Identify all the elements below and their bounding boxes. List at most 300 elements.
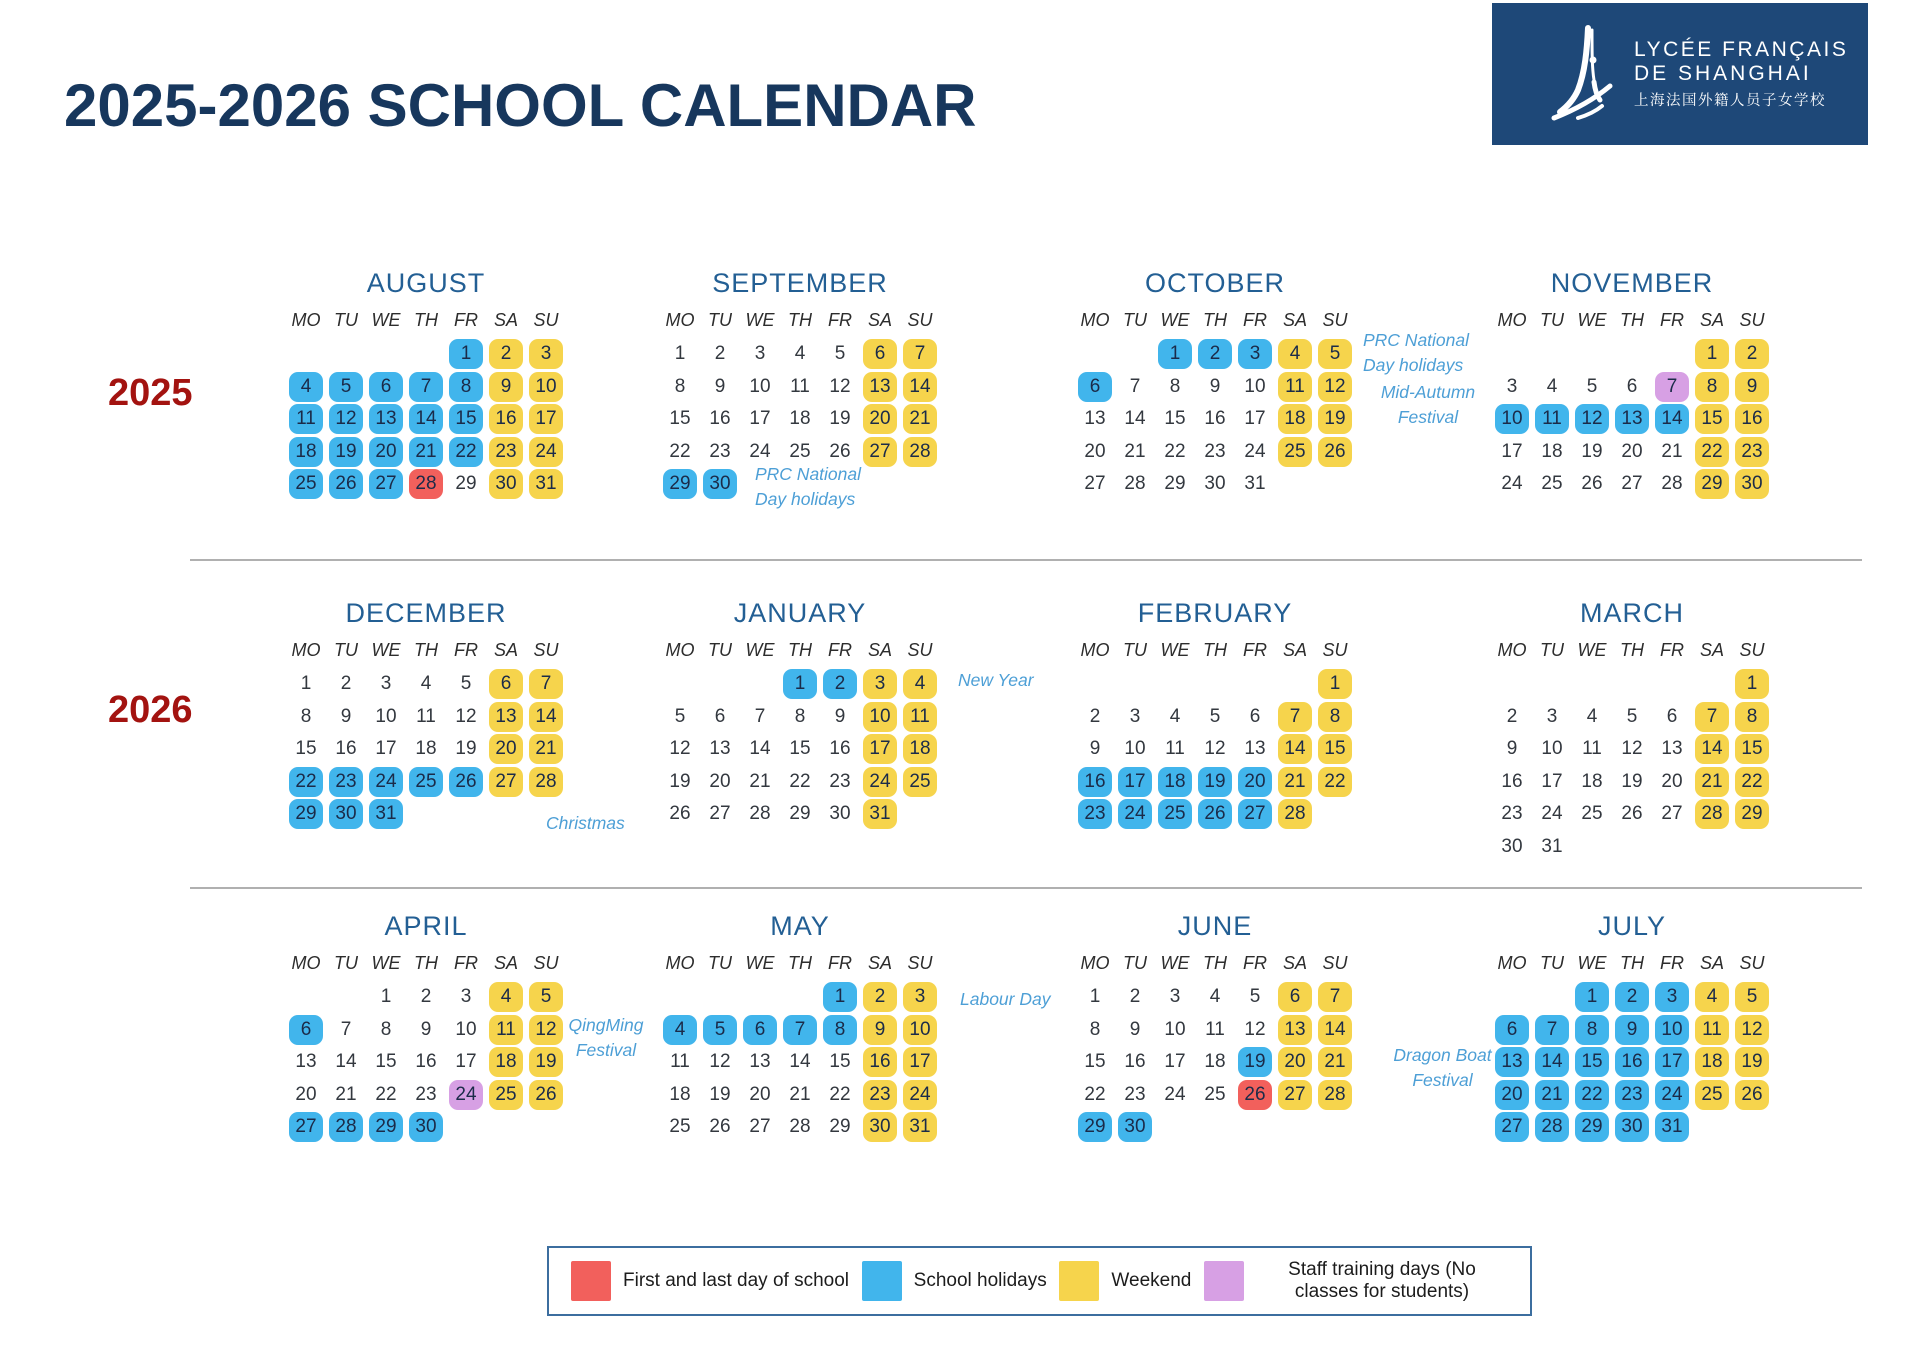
empty-cell	[1492, 981, 1532, 1014]
day-cell-plain: 25	[789, 440, 811, 462]
legend-label: School holidays	[913, 1270, 1047, 1291]
day-cell-yellow: 27	[1278, 1080, 1312, 1110]
weekday-header: MO	[291, 953, 321, 973]
day-cell-yellow: 24	[903, 1080, 937, 1110]
day-cell-blue: 4	[663, 1015, 697, 1045]
weekday-header: TU	[334, 640, 358, 660]
day-cell-blue: 15	[449, 404, 483, 434]
day-cell-red: 26	[1238, 1080, 1272, 1110]
day-cell-plain: 8	[300, 705, 312, 727]
empty-cell	[780, 981, 820, 1014]
day-cell-blue: 30	[703, 469, 737, 499]
day-cell-plain: 18	[1581, 770, 1603, 792]
day-cell-plain: 9	[834, 705, 846, 727]
day-cell-blue: 12	[329, 404, 363, 434]
day-cell-plain: 17	[375, 738, 397, 760]
day-cell-plain: 29	[1164, 473, 1186, 495]
weekday-header: MO	[665, 310, 695, 330]
empty-cell	[740, 668, 780, 701]
day-cell-yellow: 1	[1735, 669, 1769, 699]
weekday-header: SA	[493, 953, 518, 973]
legend-item-first-last-day	[571, 1261, 849, 1301]
weekday-header: SU	[907, 640, 933, 660]
day-cell-yellow: 31	[903, 1112, 937, 1142]
day-cell-plain: 19	[669, 770, 691, 792]
day-cell-blue: 22	[449, 437, 483, 467]
day-cell-blue: 10	[1655, 1015, 1689, 1045]
empty-cell	[1612, 668, 1652, 701]
day-cell-plain: 18	[1204, 1051, 1226, 1073]
day-cell-plain: 12	[829, 375, 851, 397]
day-cell-plain: 10	[1124, 738, 1146, 760]
day-cell-yellow: 5	[1318, 339, 1352, 369]
day-cell-blue: 28	[1535, 1112, 1569, 1142]
day-cell-blue: 30	[409, 1112, 443, 1142]
page-title: 2025-2026 SCHOOL CALENDAR	[64, 72, 977, 139]
day-cell-plain: 9	[420, 1018, 432, 1040]
day-cell-plain: 2	[1089, 705, 1101, 727]
weekday-header: SA	[1282, 310, 1307, 330]
day-cell-blue: 16	[1615, 1047, 1649, 1077]
day-cell-plain: 29	[829, 1116, 851, 1138]
weekday-header: FR	[1243, 953, 1267, 973]
day-cell-plain: 14	[335, 1051, 357, 1073]
day-cell-blue: 13	[1615, 404, 1649, 434]
day-cell-yellow: 14	[1318, 1015, 1352, 1045]
day-cell-plain: 6	[714, 705, 726, 727]
day-cell-plain: 18	[415, 738, 437, 760]
legend-swatch-purple	[1204, 1261, 1244, 1301]
weekday-header: MO	[1080, 640, 1110, 660]
day-cell-plain: 20	[1084, 440, 1106, 462]
day-cell-plain: 11	[416, 705, 436, 727]
day-cell-blue: 23	[329, 767, 363, 797]
day-cell-plain: 15	[1164, 408, 1186, 430]
day-cell-yellow: 18	[1695, 1047, 1729, 1077]
day-cell-yellow: 27	[863, 437, 897, 467]
day-cell-plain: 25	[1581, 803, 1603, 825]
weekday-header: WE	[745, 310, 775, 330]
day-cell-yellow: 16	[1735, 404, 1769, 434]
day-cell-plain: 22	[1164, 440, 1186, 462]
annotation: Labour Day	[960, 989, 1051, 1009]
day-cell-plain: 14	[789, 1051, 811, 1073]
day-cell-yellow: 10	[903, 1015, 937, 1045]
weekday-header: MO	[1497, 310, 1527, 330]
day-cell-plain: 6	[1249, 705, 1261, 727]
day-cell-plain: 20	[749, 1083, 771, 1105]
day-cell-yellow: 18	[489, 1047, 523, 1077]
empty-cell	[700, 981, 740, 1014]
day-cell-yellow: 15	[1318, 734, 1352, 764]
day-cell-yellow: 15	[1735, 734, 1769, 764]
day-cell-blue: 24	[1655, 1080, 1689, 1110]
day-cell-yellow: 22	[1695, 437, 1729, 467]
day-cell-plain: 23	[1124, 1083, 1146, 1105]
day-cell-yellow: 27	[489, 767, 523, 797]
day-cell-yellow: 23	[1735, 437, 1769, 467]
day-cell-blue: 6	[369, 372, 403, 402]
day-cell-blue: 21	[1535, 1080, 1569, 1110]
empty-cell	[366, 338, 406, 371]
day-cell-yellow: 11	[1695, 1015, 1729, 1045]
day-cell-plain: 2	[1506, 705, 1518, 727]
day-cell-yellow: 17	[863, 734, 897, 764]
day-cell-plain: 31	[1244, 473, 1266, 495]
day-cell-plain: 3	[1546, 705, 1558, 727]
day-cell-yellow: 3	[863, 669, 897, 699]
day-cell-yellow: 18	[903, 734, 937, 764]
weekday-header: TU	[708, 640, 732, 660]
day-cell-yellow: 2	[1735, 339, 1769, 369]
day-cell-plain: 25	[1204, 1083, 1226, 1105]
day-cell-plain: 12	[669, 738, 691, 760]
day-cell-plain: 26	[669, 803, 691, 825]
day-cell-yellow: 31	[529, 469, 563, 499]
day-cell-plain: 3	[1169, 986, 1181, 1008]
day-cell-blue: 8	[1575, 1015, 1609, 1045]
empty-cell	[1572, 338, 1612, 371]
day-cell-yellow: 7	[1318, 982, 1352, 1012]
legend-swatch-blue	[862, 1261, 902, 1301]
day-cell-plain: 22	[1084, 1083, 1106, 1105]
legend-label: Staff training days (No classes for students)	[1288, 1259, 1476, 1302]
month-title: MAY	[770, 911, 830, 941]
day-cell-plain: 21	[1661, 440, 1683, 462]
day-cell-plain: 19	[1621, 770, 1643, 792]
day-cell-plain: 3	[380, 673, 392, 695]
day-cell-plain: 28	[789, 1116, 811, 1138]
day-cell-plain: 2	[714, 343, 726, 365]
day-cell-plain: 12	[1621, 738, 1643, 760]
day-cell-blue: 8	[823, 1015, 857, 1045]
day-cell-plain: 4	[794, 343, 806, 365]
day-cell-yellow: 19	[1735, 1047, 1769, 1077]
day-cell-plain: 27	[1621, 473, 1643, 495]
empty-cell	[326, 981, 366, 1014]
weekday-header: SU	[907, 310, 933, 330]
weekday-header: MO	[1497, 953, 1527, 973]
day-cell-plain: 1	[674, 343, 686, 365]
month-september	[660, 266, 940, 509]
weekday-header: WE	[371, 953, 401, 973]
weekday-header-row	[1075, 310, 1355, 331]
day-cell-yellow: 4	[489, 982, 523, 1012]
day-cell-plain: 29	[789, 803, 811, 825]
day-cell-blue: 14	[1655, 404, 1689, 434]
empty-cell	[1155, 668, 1195, 701]
day-cell-plain: 10	[1244, 375, 1266, 397]
weekday-header: SU	[1739, 640, 1765, 660]
month-title: JULY	[1597, 911, 1667, 941]
day-cell-blue: 29	[1078, 1112, 1112, 1142]
day-cell-blue: 8	[449, 372, 483, 402]
empty-cell	[660, 981, 700, 1014]
weekday-header: SA	[867, 953, 892, 973]
day-cell-plain: 25	[1541, 473, 1563, 495]
day-cell-plain: 20	[709, 770, 731, 792]
day-cell-plain: 21	[789, 1083, 811, 1105]
day-cell-blue: 29	[289, 799, 323, 829]
weekday-header-row	[660, 953, 940, 974]
day-cell-plain: 6	[1626, 375, 1638, 397]
day-cell-blue: 26	[1198, 799, 1232, 829]
weekday-header: FR	[454, 310, 478, 330]
day-cell-blue: 28	[329, 1112, 363, 1142]
day-cell-yellow: 11	[903, 702, 937, 732]
day-cell-blue: 20	[1238, 767, 1272, 797]
day-cell-plain: 20	[1621, 440, 1643, 462]
weekday-header: SU	[907, 953, 933, 973]
empty-cell	[1652, 338, 1692, 371]
day-cell-blue: 30	[1615, 1112, 1649, 1142]
weekday-header: MO	[665, 640, 695, 660]
day-grid	[1075, 338, 1355, 501]
day-cell-yellow: 13	[863, 372, 897, 402]
legend-swatch-yellow	[1059, 1261, 1099, 1301]
day-cell-purple: 24	[449, 1080, 483, 1110]
day-cell-plain: 3	[754, 343, 766, 365]
day-cell-plain: 23	[415, 1083, 437, 1105]
legend-item-school-holidays	[862, 1261, 1047, 1301]
day-cell-blue: 1	[823, 982, 857, 1012]
month-title: JANUARY	[733, 598, 867, 628]
day-cell-yellow: 20	[863, 404, 897, 434]
day-cell-plain: 7	[754, 705, 766, 727]
day-cell-blue: 1	[1158, 339, 1192, 369]
weekday-header: SU	[1739, 310, 1765, 330]
empty-cell	[286, 981, 326, 1014]
weekday-header-row	[1075, 953, 1355, 974]
day-cell-yellow: 7	[1695, 702, 1729, 732]
day-cell-yellow: 3	[903, 982, 937, 1012]
day-cell-plain: 11	[670, 1051, 690, 1073]
weekday-header: WE	[1577, 640, 1607, 660]
day-cell-plain: 4	[1586, 705, 1598, 727]
weekday-header: SA	[1699, 953, 1724, 973]
weekday-header: MO	[1080, 310, 1110, 330]
weekday-header: WE	[371, 310, 401, 330]
day-cell-blue: 7	[409, 372, 443, 402]
day-cell-plain: 23	[1501, 803, 1523, 825]
day-cell-plain: 30	[1204, 473, 1226, 495]
month-april	[286, 909, 644, 1144]
weekday-header: TH	[788, 310, 812, 330]
day-cell-plain: 6	[1666, 705, 1678, 727]
day-cell-plain: 29	[455, 473, 477, 495]
day-cell-blue: 5	[329, 372, 363, 402]
day-cell-yellow: 7	[529, 669, 563, 699]
weekday-header: MO	[1080, 953, 1110, 973]
day-cell-yellow: 4	[1695, 982, 1729, 1012]
day-cell-plain: 15	[1084, 1051, 1106, 1073]
day-cell-yellow: 21	[903, 404, 937, 434]
day-cell-blue: 1	[1575, 982, 1609, 1012]
day-cell-plain: 5	[834, 343, 846, 365]
day-cell-plain: 4	[1546, 375, 1558, 397]
day-cell-blue: 22	[289, 767, 323, 797]
day-cell-plain: 12	[1204, 738, 1226, 760]
day-cell-plain: 8	[674, 375, 686, 397]
weekday-header: TH	[1203, 310, 1227, 330]
weekday-header: SA	[493, 310, 518, 330]
day-cell-plain: 15	[375, 1051, 397, 1073]
day-cell-plain: 13	[749, 1051, 771, 1073]
day-cell-purple: 7	[1655, 372, 1689, 402]
day-cell-yellow: 18	[1278, 404, 1312, 434]
day-cell-plain: 12	[455, 705, 477, 727]
weekday-header: FR	[1660, 640, 1684, 660]
day-cell-blue: 2	[823, 669, 857, 699]
day-cell-plain: 10	[455, 1018, 477, 1040]
day-cell-plain: 12	[1244, 1018, 1266, 1040]
weekday-header: SU	[1322, 310, 1348, 330]
day-cell-yellow: 5	[1735, 982, 1769, 1012]
day-cell-blue: 17	[1655, 1047, 1689, 1077]
day-cell-plain: 14	[1124, 408, 1146, 430]
day-cell-yellow: 25	[1695, 1080, 1729, 1110]
weekday-header: TU	[708, 953, 732, 973]
day-cell-plain: 11	[1582, 738, 1602, 760]
day-cell-plain: 3	[460, 986, 472, 1008]
day-cell-plain: 3	[1506, 375, 1518, 397]
weekday-header: WE	[371, 640, 401, 660]
weekday-header: TH	[788, 640, 812, 660]
day-cell-plain: 1	[1089, 986, 1101, 1008]
day-cell-plain: 11	[1165, 738, 1185, 760]
day-cell-blue: 11	[289, 404, 323, 434]
day-cell-plain: 16	[335, 738, 357, 760]
day-cell-plain: 30	[829, 803, 851, 825]
weekday-header: TU	[1540, 953, 1564, 973]
day-cell-blue: 30	[1118, 1112, 1152, 1142]
day-cell-plain: 17	[1501, 440, 1523, 462]
day-cell-yellow: 30	[489, 469, 523, 499]
weekday-header-row	[1492, 640, 1772, 661]
day-cell-blue: 13	[1495, 1047, 1529, 1077]
day-cell-plain: 24	[749, 440, 771, 462]
day-cell-blue: 31	[1655, 1112, 1689, 1142]
weekday-header: TH	[1203, 953, 1227, 973]
day-cell-blue: 6	[289, 1015, 323, 1045]
day-cell-plain: 2	[340, 673, 352, 695]
row-divider-2	[190, 887, 1862, 889]
month-title: NOVEMBER	[1550, 268, 1714, 298]
day-cell-yellow: 19	[1318, 404, 1352, 434]
day-cell-plain: 24	[1541, 803, 1563, 825]
day-cell-yellow: 29	[1695, 469, 1729, 499]
day-cell-plain: 13	[1661, 738, 1683, 760]
day-cell-yellow: 24	[529, 437, 563, 467]
weekday-header: TU	[1123, 640, 1147, 660]
day-cell-yellow: 12	[1735, 1015, 1769, 1045]
day-cell-blue: 6	[1495, 1015, 1529, 1045]
weekday-header: SU	[1739, 953, 1765, 973]
legend-item-staff-training	[1204, 1259, 1508, 1303]
weekday-header: TH	[1620, 310, 1644, 330]
day-cell-plain: 8	[794, 705, 806, 727]
logo-name-line2: DE SHANGHAI	[1634, 62, 1812, 85]
day-cell-blue: 14	[1535, 1047, 1569, 1077]
weekday-header: SA	[1699, 640, 1724, 660]
day-cell-yellow: 8	[1318, 702, 1352, 732]
weekday-header: TH	[1203, 640, 1227, 660]
empty-cell	[1612, 338, 1652, 371]
year-label-2026: 2026	[108, 689, 193, 731]
day-cell-yellow: 26	[1735, 1080, 1769, 1110]
day-cell-plain: 22	[375, 1083, 397, 1105]
day-cell-plain: 21	[749, 770, 771, 792]
logo-text	[1634, 38, 1848, 110]
day-cell-yellow: 28	[1278, 799, 1312, 829]
day-cell-plain: 1	[300, 673, 312, 695]
annotation: QingMing Festival	[568, 1015, 644, 1060]
day-cell-plain: 5	[1626, 705, 1638, 727]
day-cell-plain: 13	[1084, 408, 1106, 430]
day-cell-plain: 4	[1209, 986, 1221, 1008]
weekday-header: FR	[454, 640, 478, 660]
weekday-header: TU	[1123, 310, 1147, 330]
weekday-header: FR	[828, 310, 852, 330]
day-cell-yellow: 11	[489, 1015, 523, 1045]
day-cell-plain: 28	[749, 803, 771, 825]
annotation: Christmas	[546, 813, 625, 833]
day-cell-blue: 19	[329, 437, 363, 467]
weekday-header: TU	[708, 310, 732, 330]
day-cell-plain: 16	[829, 738, 851, 760]
weekday-header: FR	[1243, 640, 1267, 660]
empty-cell	[1115, 668, 1155, 701]
day-cell-plain: 11	[790, 375, 810, 397]
logo-name-line1: LYCÉE FRANÇAIS	[1634, 38, 1849, 61]
weekday-header-row	[286, 640, 566, 661]
day-cell-yellow: 9	[1735, 372, 1769, 402]
day-cell-blue: 30	[329, 799, 363, 829]
weekday-header: WE	[1160, 310, 1190, 330]
empty-cell	[1532, 981, 1572, 1014]
day-cell-blue: 16	[1078, 767, 1112, 797]
day-cell-yellow: 31	[863, 799, 897, 829]
day-cell-yellow: 4	[903, 669, 937, 699]
day-cell-plain: 27	[1661, 803, 1683, 825]
day-cell-yellow: 21	[529, 734, 563, 764]
day-grid	[286, 338, 566, 501]
weekday-header: SA	[1282, 640, 1307, 660]
day-cell-plain: 18	[1541, 440, 1563, 462]
day-cell-blue: 23	[1615, 1080, 1649, 1110]
day-cell-yellow: 22	[1735, 767, 1769, 797]
day-cell-plain: 19	[1581, 440, 1603, 462]
day-cell-plain: 13	[295, 1051, 317, 1073]
day-cell-blue: 18	[1158, 767, 1192, 797]
empty-cell	[660, 668, 700, 701]
weekday-header: TU	[334, 953, 358, 973]
day-cell-plain: 24	[1164, 1083, 1186, 1105]
month-august	[286, 266, 566, 501]
school-logo	[1492, 3, 1868, 145]
day-cell-yellow: 21	[1278, 767, 1312, 797]
day-cell-yellow: 12	[529, 1015, 563, 1045]
day-cell-yellow: 7	[903, 339, 937, 369]
day-cell-plain: 24	[1244, 440, 1266, 462]
empty-cell	[1652, 668, 1692, 701]
weekday-header: SA	[1282, 953, 1307, 973]
day-cell-blue: 2	[1198, 339, 1232, 369]
day-cell-plain: 8	[1169, 375, 1181, 397]
weekday-header: WE	[1577, 310, 1607, 330]
month-title: AUGUST	[366, 268, 486, 298]
day-cell-yellow: 26	[529, 1080, 563, 1110]
